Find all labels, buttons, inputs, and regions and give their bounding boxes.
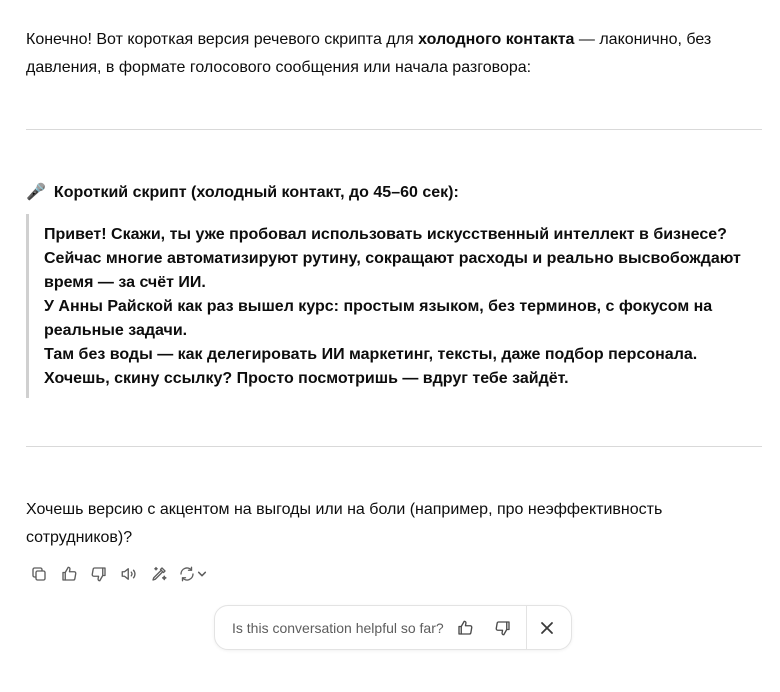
thumbs-down-icon: [494, 619, 512, 637]
regenerate-button[interactable]: [174, 562, 210, 586]
feedback-prompt-text: Is this conversation helpful so far?: [232, 619, 444, 636]
thumbs-down-icon: [90, 565, 108, 583]
feedback-not-helpful-button[interactable]: [484, 606, 522, 649]
script-line: У Анны Райской как раз вышел курс: простым языком, без терминов, с фокусом на реальные задачи.: [44, 298, 713, 339]
script-heading-text: Короткий скрипт (холодный контакт, до 45–60 сек):: [53, 184, 459, 201]
feedback-close-button[interactable]: [527, 606, 567, 649]
edit-in-canvas-button[interactable]: [144, 562, 174, 586]
script-line: Сейчас многие автоматизируют рутину, сокращают расходы и реально высвобождают время — за счёт ИИ.: [44, 250, 741, 291]
close-icon: [540, 621, 554, 635]
copy-icon: [30, 565, 48, 583]
thumbs-up-icon: [456, 619, 474, 637]
chevron-down-icon: [197, 569, 207, 579]
feedback-helpful-button[interactable]: [446, 606, 484, 649]
intro-part2: — лаконично, без давления, в формате голосового сообщения или начала разговора:: [26, 31, 712, 76]
divider-top: [26, 129, 762, 130]
follow-up-question: Хочешь версию с акцентом на выгоды или на боли (например, про неэффективность сотрудников)?: [26, 501, 663, 546]
microphone-icon: 🎤: [26, 184, 46, 201]
read-aloud-icon: [120, 565, 138, 583]
edit-in-canvas-icon: [150, 565, 168, 583]
script-line: Привет! Скажи, ты уже пробовал использовать искусственный интеллект в бизнесе?: [44, 226, 727, 243]
divider-bottom: [26, 446, 762, 447]
feedback-prompt: [214, 605, 572, 650]
regenerate-icon: [178, 565, 196, 583]
thumbs-up-icon: [60, 565, 78, 583]
copy-button[interactable]: [24, 562, 54, 586]
assistant-intro-text: [26, 26, 756, 82]
script-blockquote: [26, 214, 762, 398]
bad-response-button[interactable]: [84, 562, 114, 586]
script-heading: [26, 180, 459, 206]
read-aloud-button[interactable]: [114, 562, 144, 586]
intro-bold: холодного контакта: [418, 31, 575, 48]
script-line: Там без воды — как делегировать ИИ маркетинг, тексты, даже подбор персонала.: [44, 346, 698, 363]
script-line: Хочешь, скину ссылку? Просто посмотришь — вдруг тебе зайдёт.: [44, 370, 569, 387]
intro-part1: Конечно! Вот короткая версия речевого скрипта для: [26, 31, 419, 48]
good-response-button[interactable]: [54, 562, 84, 586]
message-action-bar: [24, 562, 210, 586]
